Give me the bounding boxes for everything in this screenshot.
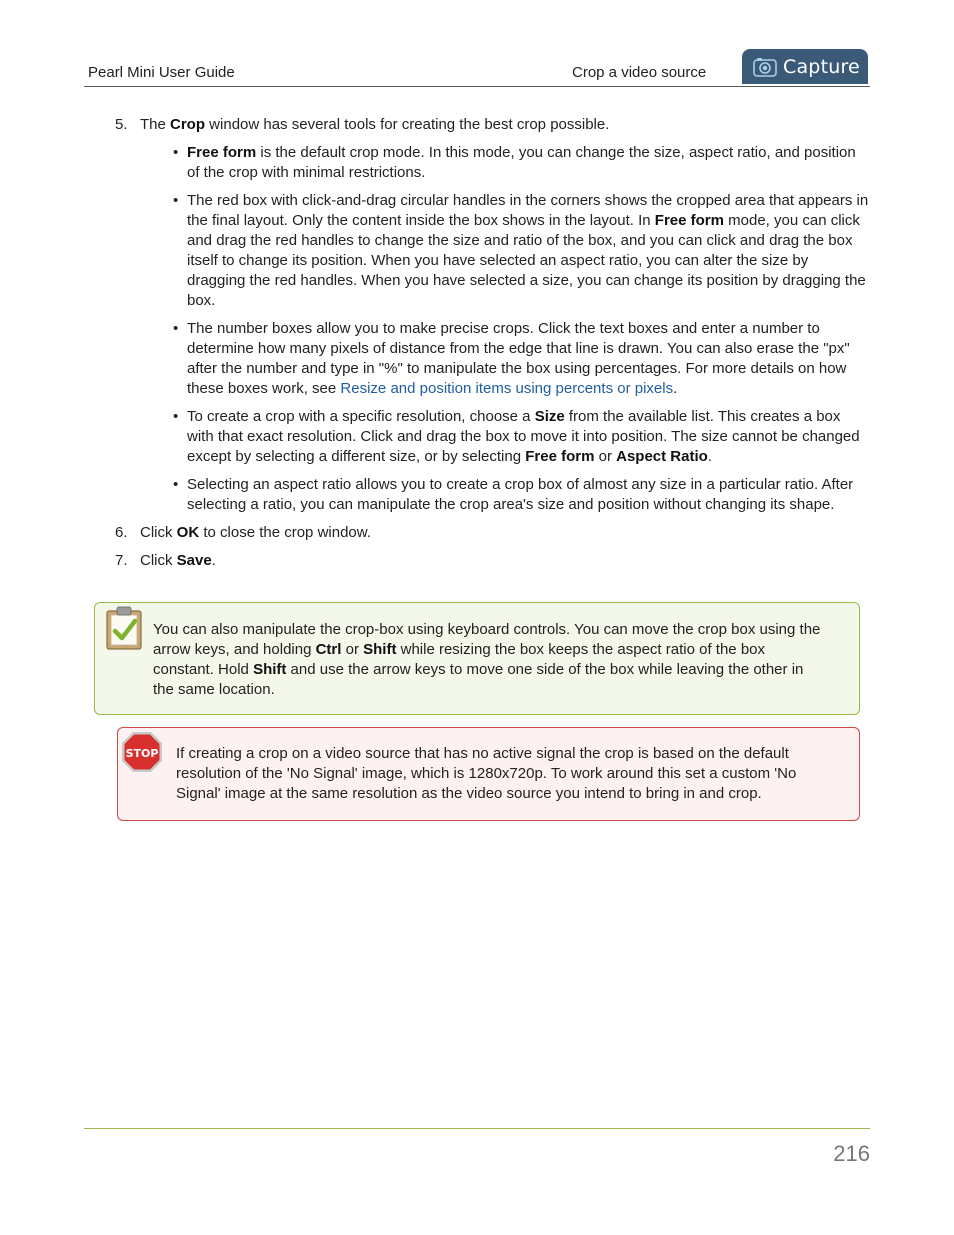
note-text-part: You can also manipulate the crop-box using keyboard controls. You can move the crop box using the arrow keys, and holding bbox=[153, 621, 821, 658]
list-text: The red box with click-and-drag circular handles in the corners shows the cropped area that appears in the final layout. Only the content inside the box shows in the layout. In bbox=[187, 192, 869, 229]
step-5 bbox=[84, 115, 870, 515]
list-text: . bbox=[707, 448, 712, 465]
step-text: Click bbox=[140, 524, 177, 541]
ctrl-key-term: Ctrl bbox=[315, 641, 342, 658]
capture-label: Capture bbox=[783, 55, 860, 78]
crop-term: Crop bbox=[170, 116, 206, 133]
list-text: The number boxes allow you to make precise crops. Click the text boxes and enter a number to determine how many pixels of distance from the edge that line is drawn. You can also erase the "px" after the number and type in "%" to manipulate the box using percentages. For more details on how these boxes work, see bbox=[187, 320, 850, 397]
list-item bbox=[140, 191, 870, 311]
list-text: or bbox=[594, 448, 617, 465]
step-text: Click bbox=[140, 552, 177, 569]
bullet-icon: • bbox=[173, 192, 179, 209]
list-item bbox=[140, 319, 870, 399]
ok-term: OK bbox=[176, 524, 200, 541]
step-text: to close the crop window. bbox=[199, 524, 371, 541]
aspect-ratio-term: Aspect Ratio bbox=[616, 448, 708, 465]
crop-tools-list bbox=[140, 143, 870, 515]
step-text: The bbox=[140, 116, 171, 133]
list-text: mode, you can click and drag the red handles to change the size and ratio of the box, and you can click and drag the box itself to change its position. When you have selected an aspect ratio, you can alter the size by dragging the red handles. When you have selected a size, you can change its position by dragging the box. bbox=[187, 212, 866, 309]
free-form-term: Free form bbox=[654, 212, 724, 229]
step-6 bbox=[84, 523, 870, 543]
list-text: is the default crop mode. In this mode, you can change the size, aspect ratio, and position of the crop with minimal restrictions. bbox=[187, 144, 856, 181]
list-text: . bbox=[673, 380, 678, 397]
free-form-term: Free form bbox=[525, 448, 595, 465]
clipboard-check-icon bbox=[105, 605, 145, 651]
step-number: 5. bbox=[115, 116, 128, 133]
step-text: window has several tools for creating the best crop possible. bbox=[205, 116, 610, 133]
page-header bbox=[84, 48, 870, 88]
stop-sign-label: STOP bbox=[125, 747, 159, 760]
note-text bbox=[153, 620, 823, 700]
free-form-term: Free form bbox=[187, 144, 257, 161]
main-content bbox=[84, 115, 870, 579]
step-number: 6. bbox=[115, 524, 128, 541]
step-7 bbox=[84, 551, 870, 571]
bullet-icon: • bbox=[173, 408, 179, 425]
save-term: Save bbox=[176, 552, 212, 569]
list-item bbox=[140, 475, 870, 515]
warning-callout bbox=[117, 727, 860, 821]
list-item bbox=[140, 407, 870, 467]
guide-title: Pearl Mini User Guide bbox=[88, 64, 235, 81]
camera-icon bbox=[753, 57, 777, 77]
list-item bbox=[140, 143, 870, 183]
note-text-part: or bbox=[341, 641, 364, 658]
warning-text: If creating a crop on a video source that has no active signal the crop is based on the default resolution of the 'No Signal' image, which is 1280x720p. To work around this set a custom 'No Signal' image at the same resolution as the video source you intend to bring in and crop. bbox=[176, 745, 797, 802]
capture-badge bbox=[742, 49, 868, 84]
stop-sign-icon bbox=[120, 730, 164, 774]
bullet-icon: • bbox=[173, 144, 179, 161]
bullet-icon: • bbox=[173, 476, 179, 493]
step-number: 7. bbox=[115, 552, 128, 569]
note-callout bbox=[94, 602, 860, 715]
bullet-icon: • bbox=[173, 320, 179, 337]
list-text: from the available list. This creates a box with that exact resolution. Click and drag the box to move it into position. The size cannot be changed except by selecting a different size, or by selecting bbox=[187, 408, 860, 465]
section-title: Crop a video source bbox=[572, 64, 707, 81]
note-text-part: and use the arrow keys to move one side of the box while leaving the other in the same location. bbox=[153, 661, 804, 698]
shift-key-term: Shift bbox=[253, 661, 287, 678]
header-rule bbox=[84, 86, 870, 87]
size-term: Size bbox=[534, 408, 565, 425]
step-text: . bbox=[211, 552, 216, 569]
list-text: Selecting an aspect ratio allows you to create a crop box of almost any size in a particular ratio. After selecting a ratio, you can manipulate the crop area's size and position without changing its shape. bbox=[187, 476, 854, 513]
resize-position-link[interactable]: Resize and position items using percents or pixels bbox=[340, 380, 674, 397]
shift-key-term: Shift bbox=[363, 641, 397, 658]
page-number: 216 bbox=[833, 1141, 870, 1166]
note-text-part: while resizing the box keeps the aspect ratio of the box constant. Hold bbox=[153, 641, 766, 678]
list-text: To create a crop with a specific resolution, choose a bbox=[187, 408, 535, 425]
footer-rule bbox=[84, 1128, 870, 1129]
